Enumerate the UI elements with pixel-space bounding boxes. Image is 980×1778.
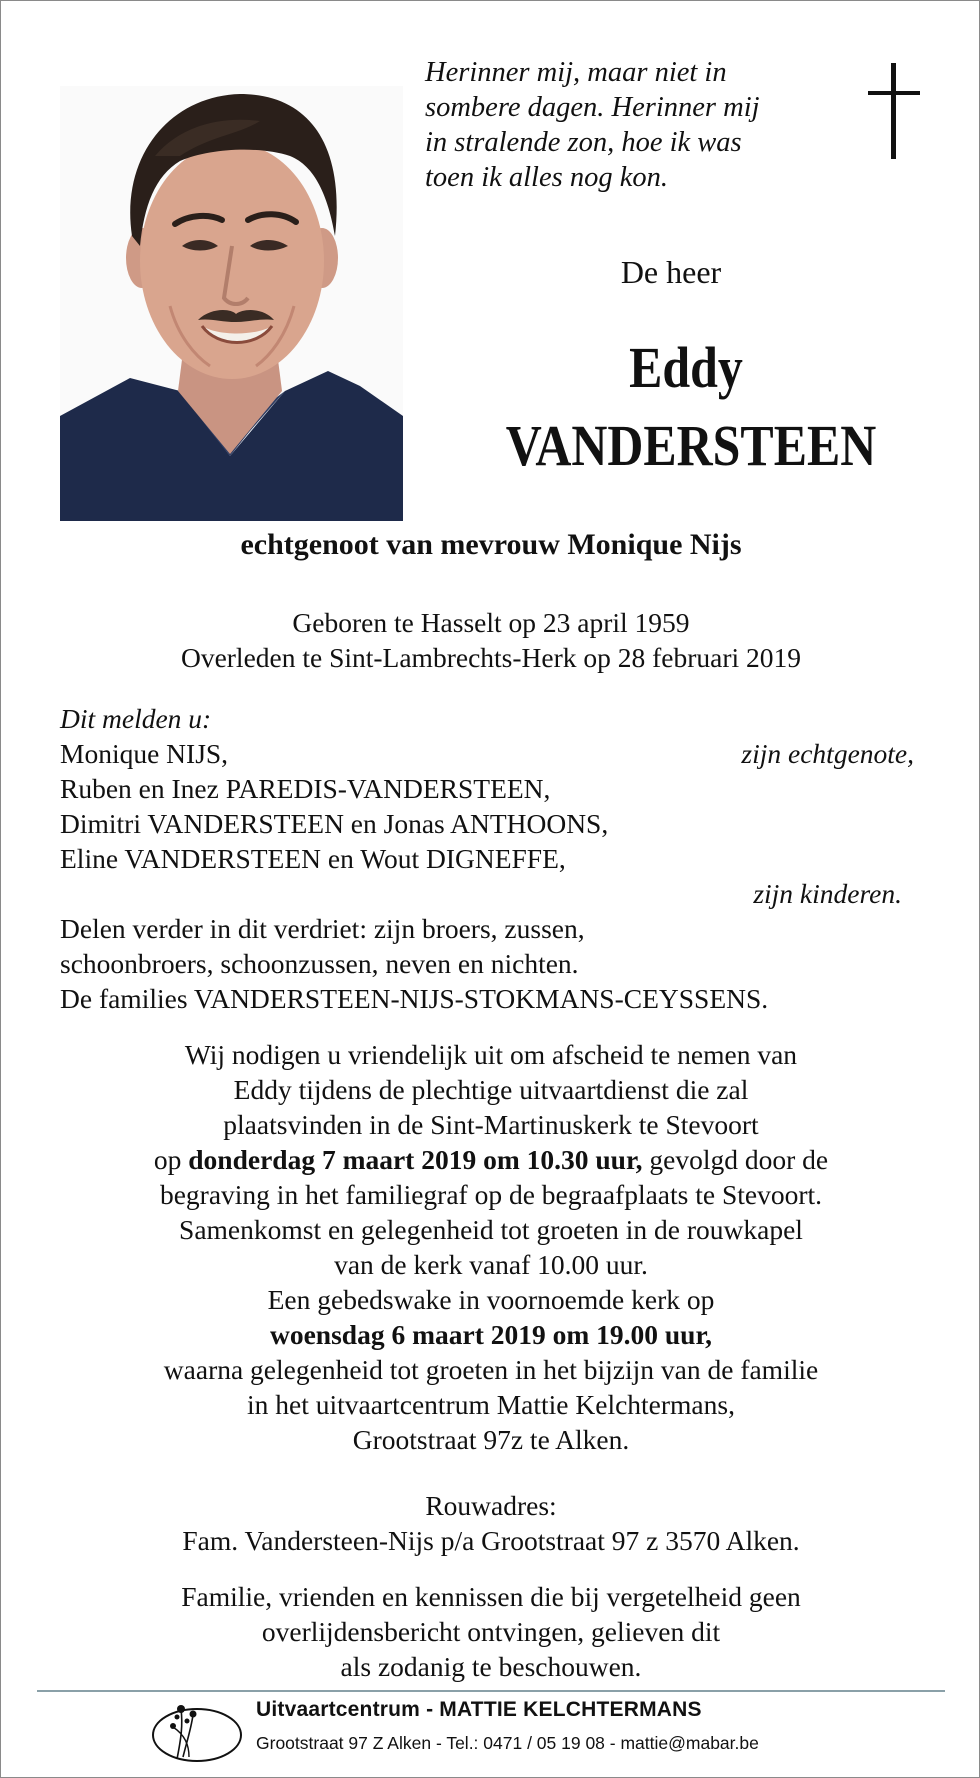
spouse-role: zijn echtgenote, <box>741 738 914 769</box>
ceremony-line: Grootstraat 97z te Alken. <box>352 1424 630 1455</box>
memorial-poem <box>425 55 815 195</box>
address-label: Rouwadres: <box>425 1490 557 1521</box>
family-announcement <box>60 701 920 1016</box>
mourning-address <box>1 1488 980 1558</box>
death-line: Overleden te Sint-Lambrechts-Herk op 28 februari 2019 <box>180 642 802 673</box>
portrait-photo <box>60 86 403 521</box>
ceremony-text: gevolgd door de <box>649 1144 829 1175</box>
ceremony-line: plaatsvinden in de Sint-Martinuskerk te Stevoort <box>223 1109 759 1140</box>
others-line: Delen verder in dit verdriet: zijn broers, zussen, <box>60 913 585 944</box>
life-dates <box>1 605 980 675</box>
others-line: De families VANDERSTEEN-NIJS-STOKMANS-CEYSSENS. <box>60 983 769 1014</box>
wake-date: woensdag 6 maart 2019 om 19.00 uur, <box>269 1319 713 1350</box>
family-intro: Dit melden u: <box>60 703 212 734</box>
ceremony-line: Samenkomst en gelegenheid tot groeten in de rouwkapel <box>179 1214 803 1245</box>
deceased-first-name: Eddy <box>629 335 743 400</box>
funeral-home-logo-icon <box>147 1699 247 1765</box>
child-row: Dimitri VANDERSTEEN en Jonas ANTHOONS, <box>60 808 609 839</box>
poem-line: sombere dagen. Herinner mij <box>425 92 760 123</box>
poem-line: toen ik alles nog kon. <box>425 162 668 193</box>
others-line: schoonbroers, schoonzussen, neven en nichten. <box>60 948 579 979</box>
spouse-name: Monique NIJS, <box>60 738 229 769</box>
funeral-home-contact: Grootstraat 97 Z Alken - Tel.: 0471 / 05 19 08 - mattie@mabar.be <box>256 1733 759 1753</box>
funeral-date: donderdag 7 maart 2019 om 10.30 uur, <box>188 1144 643 1175</box>
cross-icon <box>868 63 920 159</box>
notice-line: Familie, vrienden en kennissen die bij vergetelheid geen <box>181 1581 801 1612</box>
children-role: zijn kinderen. <box>753 878 902 909</box>
closing-notice <box>1 1579 980 1684</box>
ceremony-line: Wij nodigen u vriendelijk uit om afscheid te nemen van <box>184 1039 798 1070</box>
notice-line: overlijdensbericht ontvingen, gelieven dit <box>261 1616 721 1647</box>
deceased-last-name: VANDERSTEEN <box>505 413 877 478</box>
notice-line: als zodanig te beschouwen. <box>340 1651 642 1682</box>
portrait-illustration <box>60 86 403 521</box>
ceremony-line: waarna gelegenheid tot groeten in het bijzijn van de familie <box>163 1354 819 1385</box>
child-row: Ruben en Inez PAREDIS-VANDERSTEEN, <box>60 773 551 804</box>
ceremony-line <box>1 1142 980 1177</box>
child-row: Eline VANDERSTEEN en Wout DIGNEFFE, <box>60 843 566 874</box>
ceremony-details <box>1 1037 980 1457</box>
ceremony-line: Eddy tijdens de plechtige uitvaartdienst die zal <box>233 1074 749 1105</box>
footer-divider <box>37 1690 945 1692</box>
address-value: Fam. Vandersteen-Nijs p/a Grootstraat 97 z 3570 Alken. <box>182 1525 800 1556</box>
birth-line: Geboren te Hasselt op 23 april 1959 <box>292 607 690 638</box>
spouse-row <box>60 736 920 771</box>
poem-line: in stralende zon, hoe ik was <box>425 127 742 158</box>
ceremony-line: Een gebedswake in voornoemde kerk op <box>267 1284 715 1315</box>
salutation: De heer <box>620 254 722 290</box>
poem-line: Herinner mij, maar niet in <box>425 57 727 88</box>
children-role-row <box>60 876 920 911</box>
ceremony-line: van de kerk vanaf 10.00 uur. <box>334 1249 648 1280</box>
ceremony-line: in het uitvaartcentrum Mattie Kelchtermans, <box>247 1389 735 1420</box>
funeral-home-name: Uitvaartcentrum - MATTIE KELCHTERMANS <box>256 1698 702 1721</box>
ceremony-text: op <box>153 1144 182 1175</box>
spouse-line: echtgenoot van mevrouw Monique Nijs <box>240 528 742 561</box>
ceremony-line: begraving in het familiegraf op de begraafplaats te Stevoort. <box>159 1179 823 1210</box>
